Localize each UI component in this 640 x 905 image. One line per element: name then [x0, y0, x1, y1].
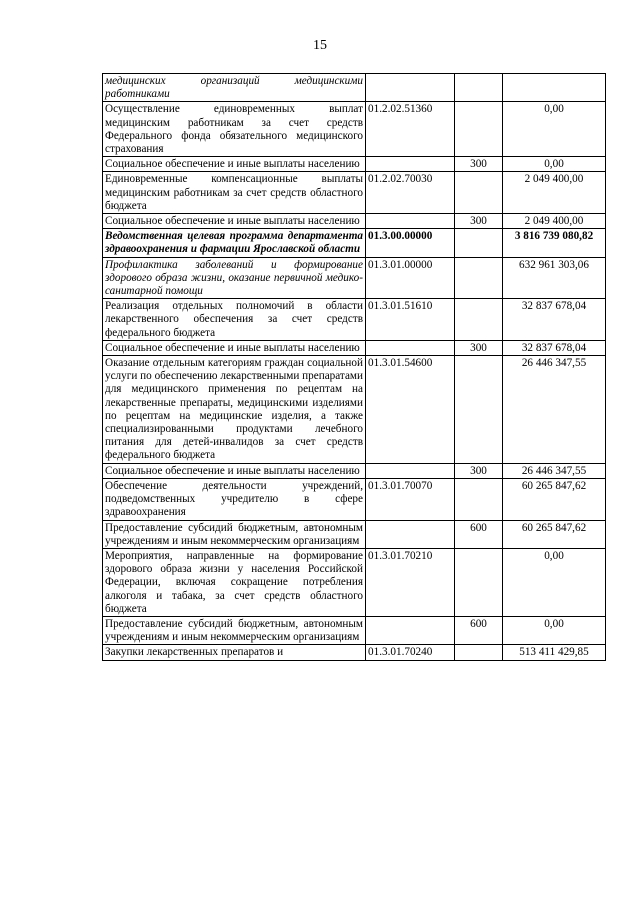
row-code: 01.3.01.70070 — [366, 478, 455, 520]
row-type — [455, 478, 503, 520]
page-number: 15 — [313, 38, 327, 53]
row-type: 600 — [455, 520, 503, 548]
row-sum: 26 446 347,55 — [503, 463, 606, 478]
table-row — [103, 214, 606, 229]
row-name: Осуществление единовременных выплат медицинским работникам за счет средств Федерального фонда обязательного медицинского страхования — [103, 102, 366, 157]
table-row — [103, 520, 606, 548]
table-row — [103, 102, 606, 157]
row-type: 300 — [455, 463, 503, 478]
row-code — [366, 157, 455, 172]
row-name: Реализация отдельных полномочий в области лекарственного обеспечения за счет средств федерального бюджета — [103, 299, 366, 341]
row-sum: 3 816 739 080,82 — [503, 229, 606, 257]
row-type: 300 — [455, 340, 503, 355]
table-row — [103, 616, 606, 644]
row-sum: 60 265 847,62 — [503, 520, 606, 548]
row-name: Обеспечение деятельности учреждений, подведомственных учредителю в сфере здравоохранения — [103, 478, 366, 520]
row-sum: 60 265 847,62 — [503, 478, 606, 520]
row-sum: 32 837 678,04 — [503, 299, 606, 341]
row-sum: 0,00 — [503, 102, 606, 157]
table-row — [103, 645, 606, 660]
row-code: 01.2.02.51360 — [366, 102, 455, 157]
row-name: Предоставление субсидий бюджетным, автономным учреждениям и иным некоммерческим организациям — [103, 616, 366, 644]
row-type: 300 — [455, 214, 503, 229]
table-row — [103, 340, 606, 355]
row-type — [455, 356, 503, 464]
row-sum: 26 446 347,55 — [503, 356, 606, 464]
row-name: Оказание отдельным категориям граждан социальной услуги по обеспечению лекарственными препаратами для медицинского применения по рецептам на лекарственные препараты, медицинскими изделиями по рецептам на медицинские изделия, а также специализированными продуктами лечебного питания для детей-инвалидов за счет средств федерального бюджета — [103, 356, 366, 464]
table-row — [103, 229, 606, 257]
row-code: 01.3.01.00000 — [366, 257, 455, 299]
table-row — [103, 463, 606, 478]
row-code — [366, 74, 455, 102]
row-name: Единовременные компенсационные выплаты медицинским работникам за счет средств областного бюджета — [103, 172, 366, 214]
row-name: Мероприятия, направленные на формирование здорового образа жизни у населения Российской Федерации, включая сокращение потребления алкоголя и табака, за счет средств областного бюджета — [103, 548, 366, 616]
row-name: Предоставление субсидий бюджетным, автономным учреждениям и иным некоммерческим организациям — [103, 520, 366, 548]
row-sum: 0,00 — [503, 157, 606, 172]
row-type — [455, 299, 503, 341]
row-code — [366, 463, 455, 478]
table-row — [103, 356, 606, 464]
row-code — [366, 340, 455, 355]
row-sum: 513 411 429,85 — [503, 645, 606, 660]
row-sum — [503, 74, 606, 102]
row-name: Социальное обеспечение и иные выплаты населению — [103, 157, 366, 172]
row-code — [366, 616, 455, 644]
row-type — [455, 74, 503, 102]
row-type — [455, 229, 503, 257]
table-row — [103, 74, 606, 102]
row-sum: 632 961 303,06 — [503, 257, 606, 299]
row-name: Социальное обеспечение и иные выплаты населению — [103, 463, 366, 478]
row-sum: 32 837 678,04 — [503, 340, 606, 355]
row-sum: 0,00 — [503, 548, 606, 616]
table-row — [103, 478, 606, 520]
row-type — [455, 102, 503, 157]
row-type — [455, 645, 503, 660]
row-type — [455, 548, 503, 616]
row-type: 300 — [455, 157, 503, 172]
row-code: 01.3.00.00000 — [366, 229, 455, 257]
row-code: 01.3.01.54600 — [366, 356, 455, 464]
row-code: 01.3.01.70210 — [366, 548, 455, 616]
row-name: Ведомственная целевая программа департамента здравоохранения и фармации Ярославской области — [103, 229, 366, 257]
row-name: Социальное обеспечение и иные выплаты населению — [103, 340, 366, 355]
row-code — [366, 214, 455, 229]
row-type — [455, 172, 503, 214]
row-sum: 2 049 400,00 — [503, 172, 606, 214]
row-name: Закупки лекарственных препаратов и — [103, 645, 366, 660]
row-name: Профилактика заболеваний и формирование здорового образа жизни, оказание первичной медико-санитарной помощи — [103, 257, 366, 299]
table-row — [103, 257, 606, 299]
row-name: Социальное обеспечение и иные выплаты населению — [103, 214, 366, 229]
table-row — [103, 299, 606, 341]
table-row — [103, 157, 606, 172]
row-sum: 0,00 — [503, 616, 606, 644]
row-type: 600 — [455, 616, 503, 644]
row-code: 01.3.01.70240 — [366, 645, 455, 660]
row-name: медицинских организаций медицинскими работниками — [103, 74, 366, 102]
table-row — [103, 548, 606, 616]
row-type — [455, 257, 503, 299]
row-code: 01.3.01.51610 — [366, 299, 455, 341]
row-code — [366, 520, 455, 548]
table-row — [103, 172, 606, 214]
budget-table — [102, 73, 606, 661]
row-code: 01.2.02.70030 — [366, 172, 455, 214]
row-sum: 2 049 400,00 — [503, 214, 606, 229]
